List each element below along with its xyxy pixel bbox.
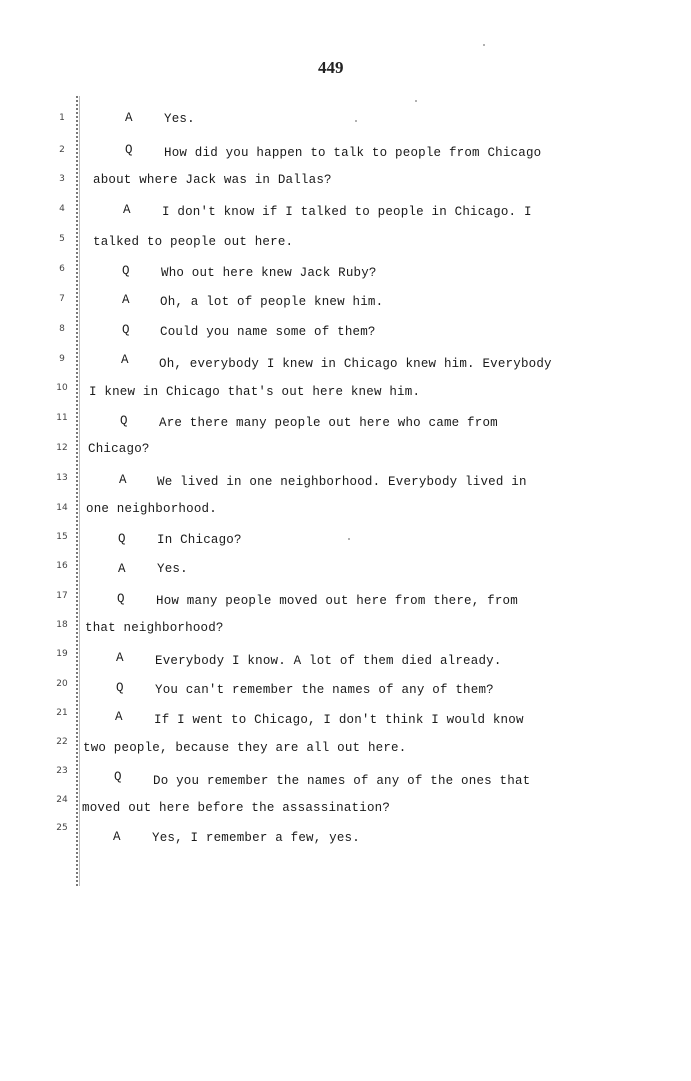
transcript-line: Chicago?	[88, 442, 150, 456]
scan-speck	[348, 538, 350, 540]
transcript-line: Are there many people out here who came from	[159, 416, 498, 430]
line-number: 3	[59, 174, 65, 184]
transcript-line: You can't remember the names of any of them?	[155, 683, 494, 697]
line-number: 8	[59, 324, 65, 334]
transcript-line: Could you name some of them?	[160, 325, 376, 339]
transcript-line: Yes.	[164, 112, 195, 126]
speaker-label: Q	[118, 532, 126, 546]
scan-speck	[355, 120, 357, 122]
speaker-label: A	[118, 562, 126, 576]
transcript-line: Who out here knew Jack Ruby?	[161, 266, 377, 280]
speaker-label: A	[115, 710, 123, 724]
line-number: 25	[56, 823, 68, 833]
scan-speck	[415, 100, 417, 102]
transcript-line: If I went to Chicago, I don't think I would know	[154, 713, 524, 727]
speaker-label: Q	[120, 414, 128, 428]
left-margin-rule-inner	[79, 96, 81, 886]
transcript-line: Yes, I remember a few, yes.	[152, 831, 360, 845]
speaker-label: A	[121, 353, 129, 367]
line-number: 17	[56, 591, 68, 601]
transcript-line: We lived in one neighborhood. Everybody lived in	[157, 475, 527, 489]
line-number: 14	[56, 503, 68, 513]
line-number: 9	[59, 354, 65, 364]
line-number: 2	[59, 145, 65, 155]
speaker-label: A	[116, 651, 124, 665]
transcript-line: one neighborhood.	[86, 502, 217, 516]
line-number: 24	[56, 795, 68, 805]
transcript-line: How many people moved out here from there, from	[156, 594, 518, 608]
line-number: 7	[59, 294, 65, 304]
line-number: 6	[59, 264, 65, 274]
speaker-label: Q	[117, 592, 125, 606]
speaker-label: Q	[114, 770, 122, 784]
line-number: 11	[56, 413, 68, 423]
speaker-label: A	[123, 203, 131, 217]
line-number: 12	[56, 443, 68, 453]
transcript-line: talked to people out here.	[93, 235, 294, 249]
line-number: 4	[59, 204, 65, 214]
transcript-line: that neighborhood?	[85, 621, 224, 635]
line-number: 13	[56, 473, 68, 483]
line-number: 16	[56, 561, 68, 571]
line-number: 5	[59, 234, 65, 244]
transcript-line: two people, because they are all out here.	[83, 741, 407, 755]
speaker-label: Q	[116, 681, 124, 695]
page-number: 449	[318, 58, 344, 77]
transcript-line: Everybody I know. A lot of them died already.	[155, 654, 502, 668]
transcript-line: How did you happen to talk to people from Chicago	[164, 146, 542, 160]
line-number: 21	[56, 708, 68, 718]
line-number: 23	[56, 766, 68, 776]
transcript-line: moved out here before the assassination?	[82, 801, 391, 815]
transcript-line: about where Jack was in Dallas?	[93, 173, 332, 187]
transcript-line: Yes.	[157, 562, 188, 576]
line-number: 1	[59, 113, 65, 123]
line-number: 19	[56, 649, 68, 659]
line-number: 22	[56, 737, 68, 747]
scan-speck	[483, 44, 485, 46]
speaker-label: Q	[122, 323, 130, 337]
speaker-label: Q	[125, 143, 133, 157]
line-number: 15	[56, 532, 68, 542]
speaker-label: A	[122, 293, 130, 307]
transcript-line: Do you remember the names of any of the ones that	[153, 774, 531, 788]
line-number: 18	[56, 620, 68, 630]
speaker-label: A	[119, 473, 127, 487]
speaker-label: Q	[122, 264, 130, 278]
transcript-line: I knew in Chicago that's out here knew him.	[89, 385, 421, 399]
transcript-line: Oh, a lot of people knew him.	[160, 295, 384, 309]
transcript-line: In Chicago?	[157, 533, 242, 547]
transcript-line: I don't know if I talked to people in Chicago. I	[162, 205, 532, 219]
speaker-label: A	[125, 111, 133, 125]
line-number: 20	[56, 679, 68, 689]
speaker-label: A	[113, 830, 121, 844]
transcript-line: Oh, everybody I knew in Chicago knew him. Everybody	[159, 357, 552, 371]
line-number: 10	[56, 383, 68, 393]
